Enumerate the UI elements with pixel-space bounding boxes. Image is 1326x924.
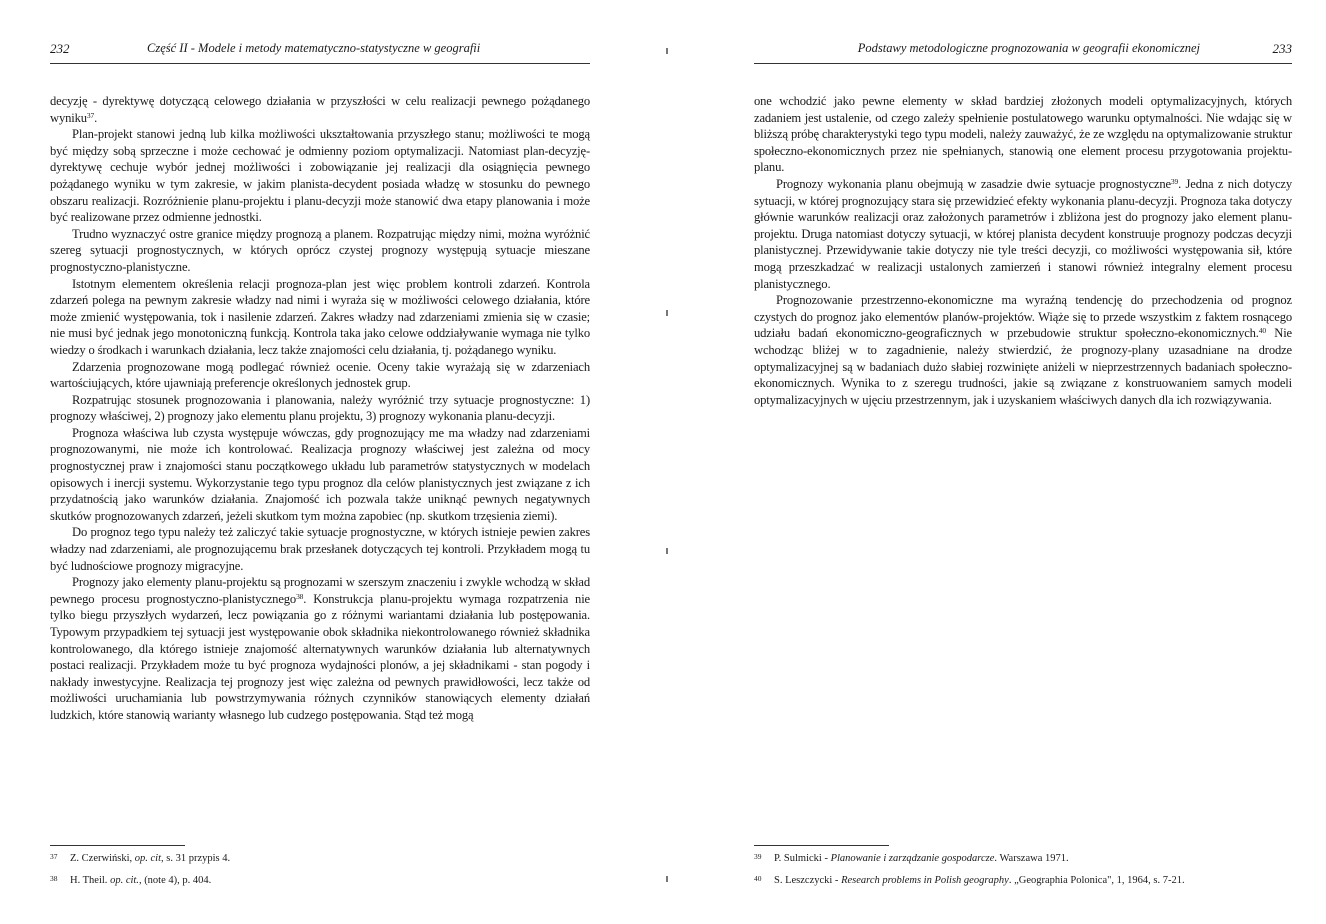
paragraph-text-tail: . [94,110,98,125]
footnote-title: Research problems in Polish geography [841,875,1009,886]
footnote-rule [754,845,889,846]
left-header [50,41,590,59]
paragraph: one wchodzić jako pewne elementy w skład bardziej złożonych modeli optymalizacyjnych, których zadaniem jest ustalenie, od czego zależy spełnienie postulatowego warunku optymalności. Nie wdając się w bliższą próbę charakterystyki tego typu modeli, należy zauważyć, że ze względu na optymalizowanie struktur społeczno-ekonomicznych przez nie spełnianych, stanowią one element procesu przygotowania projektu-planu. [754,94,1292,175]
right-body-text [754,93,1292,408]
footnote-number: 37 [50,852,58,861]
footnote-number: 40 [754,874,762,883]
footnote-ref: 40 [1258,326,1266,336]
footnote-text: H. Theil. [70,875,111,886]
paragraph-text-tail: Nie wchodząc bliżej w to zagadnienie, należy stwierdzić, że prognozy-plany uzasadniane na drodze optymalizacyjnej są w badaniach dużo słabiej rozwinięte aniżeli w nieprzestrzennych badaniach społeczno-ekonomicznych. Wynika to z szeregu trudności, jakie są związane z konstruowaniem samych modeli optymalizacyjnych w ujęciu przestrzennym, jak i uzyskaniem właściwych danych dla ich rozwiązywania. [754,326,1292,407]
footnote-rule [50,845,185,846]
paragraph [754,292,1292,408]
footnote-number: 38 [50,874,58,883]
left-footnotes [50,845,590,896]
footnote-title: op. cit. [110,875,139,886]
paragraph [754,176,1292,292]
paragraph-text: decyzję - dyrektywę dotyczącą celowego działania w przyszłości w celu realizacji pewnego pożądanego wyniku [50,94,590,125]
footnote-number: 39 [754,852,762,861]
left-running-head: Część II - Modele i metody matematyczno-statystyczne w geografii [147,41,481,55]
paragraph-text-tail: . Konstrukcja planu-projektu wymaga rozpatrzenia nie tylko biegu przyszłych wydarzeń, lecz powiązania go z różnymi wariantami działania lub postępowania. Typowym przypadkiem tej sytuacji jest występowanie obok składnika niekontrolowanego również składnika kontrolowanego, dla którego istnieje znajomość alternatywnych warunków działania lub alternatywnych postaci realizacji. Przykładem może tu być prognoza wydajności plonów, a jej składnikami - stan pogody i nakłady inwestycyjne. Realizacja tej prognozy jest więc zależna od pewnych prawidłowości, lecz także od możliwości uruchamiania lub powstrzymywania różnych czynników stanowiących elementy działań ludzkich, które stanowią warianty własnego lub cudzego postępowania. Stąd też mogą [50,591,590,722]
left-page [50,0,590,924]
paragraph-text: Prognozowanie przestrzenno-ekonomiczne ma wyraźną tendencję do przechodzenia od prognoz czystych do prognoz jako elementów planów-projektów. Wiąże się to przede wszystkim z faktem rosnącego udziału badań ekonomiczno-geograficznych w przebudowie struktur społeczno-ekonomicznych. [754,293,1292,341]
footnote [754,852,1292,866]
paragraph [50,574,590,723]
paragraph: Zdarzenia prognozowane mogą podlegać również ocenie. Oceny takie wyrażają się w zdarzeniach wartościujących, które ujawniają preferencje określonych jednostek grup. [50,359,590,391]
footnote-ref: 38 [296,591,304,601]
gutter-mark [666,548,668,554]
footnote [50,852,590,866]
paragraph-text: Prognozy wykonania planu obejmują w zasadzie dwie sytuacje prognostyczne [776,176,1171,191]
gutter-mark [666,48,668,54]
footnote-title: Planowanie i zarządzanie gospodarcze [830,853,995,864]
footnote-title: op. cit [134,853,161,864]
footnote-text-tail: , (note 4), p. 404. [138,875,212,886]
footnote-text: S. Leszczycki - [774,875,842,886]
paragraph: Rozpatrując stosunek prognozowania i planowania, należy wyróżnić trzy sytuacje prognostyczne: 1) prognozy właściwej, 2) prognozy jako elementu planu projektu, 3) prognozy wykonania planu-decyzji. [50,392,590,424]
paragraph-text: Prognozy jako elementy planu-projektu są prognozami w szerszym znaczeniu i zwykle wchodzą w skład pewnego procesu prognostyczno-planistycznego [50,575,590,606]
gutter-mark [666,876,668,882]
gutter-mark [666,310,668,316]
footnote-ref: 39 [1170,176,1179,186]
paragraph [50,93,590,126]
footnote-text-tail: . Warszawa 1971. [994,853,1069,864]
right-running-head: Podstawy metodologiczne prognozowania w geografii ekonomicznej [857,41,1200,55]
right-page-number: 233 [1272,41,1292,56]
right-header-rule [754,63,1292,64]
paragraph: Prognoza właściwa lub czysta występuje wówczas, gdy prognozujący me ma władzy nad zdarzeniami prognozowanymi, nie może ich kontrolować. Realizacja prognozy właściwej jest zależna od mocy prognostycznej praw i znajomości stanu początkowego układu lub parametrów statystycznych w modelach opisowych i inercji systemu. Wykorzystanie tego typu prognoz dla celów planistycznych jest związane z ich przydatnością jako warunków działania. Znajomość ich pozwala także uniknąć pewnych negatywnych skutków prognozowanych zdarzeń, jeżeli skutkom tym można zapobiec (np. skutkom trzęsienia ziemi). [50,425,590,523]
left-body-text [50,93,590,724]
footnote [754,874,1292,888]
footnote [50,874,590,888]
footnote-text: P. Sulmicki - [774,853,831,864]
left-page-number: 232 [50,41,70,56]
footnote-text-tail: . „Geographia Polonica", 1, 1964, s. 7-21. [1008,875,1185,886]
right-header [754,41,1292,59]
right-footnotes [754,845,1292,896]
footnote-ref: 37 [86,110,95,120]
paragraph: Plan-projekt stanowi jedną lub kilka możliwości ukształtowania przyszłego stanu; możliwości te mogą być między sobą sprzeczne i może cechować je odmienny poziom optymalizacji. Natomiast plan-decyzję-dyrektywę cechuje wybór jednej możliwości i zobowiązanie jej realizacji dla osiągnięcia pewnego pożądanego wyniku w tym zakresie, w jakim planista-decydent posiada władzę w stosunku do pewnego obszaru realizacji. Rozróżnienie planu-projektu i planu-decyzji może stanowić dwa etapy planowania i może być realizowane przez odmienne jednostki. [50,127,590,225]
paragraph: Istotnym elementem określenia relacji prognoza-plan jest więc problem kontroli zdarzeń. Kontrola zdarzeń polega na pewnym zakresie władzy nad nimi i wyraża się w możliwości celowego działania, które może zmienić występowania, tok i nasilenie zdarzeń. Zakres władzy nad zdarzeniami zmienia się w czasie; nie musi być jednak jego monotoniczną funkcją. Kontrola taka jako celowe oddziaływanie wymaga nie tylko wiedzy o środkach i warunkach działania, lecz także znajomości celu działania, tj. pożądanego wyniku. [50,276,590,357]
footnote-text: Z. Czerwiński, [70,853,135,864]
paragraph: Trudno wyznaczyć ostre granice między prognozą a planem. Rozpatrując między nimi, można wyróżnić szereg sytuacji prognostycznych, w których oprócz czystej prognozy występują sytuacje mieszane prognostyczno-planistyczne. [50,226,590,274]
right-page [754,0,1292,924]
paragraph-text-tail: . Jedna z nich dotyczy sytuacji, w której prognozujący stara się przewidzieć efekty wykonania planu-decyzji. Prognoza taka dotyczy głównie warunków realizacji oraz założonych parametrów i zbliżona jest do prognozy jako element planu-projektu. Druga natomiast dotyczy sytuacji, w której planista decydent konstruuje prognozy podczas decyzji planistycznej. Przewidywanie takie dotyczy nie tyle treści decyzji, co możliwości występowania sił, które mogą przeszkadzać w realizacji ustalonych zamierzeń i stanowi również integralny element procesu planistycznego. [754,176,1292,291]
footnote-text-tail: , s. 31 przypis 4. [161,853,231,864]
paragraph: Do prognoz tego typu należy też zaliczyć takie sytuacje prognostyczne, w których istnieje pewien zakres władzy nad zdarzeniami, ale prognozującemu brak przesłanek dotyczących tej kontroli. Przykładem mogą tu być ludnościowe prognozy migracyjne. [50,525,590,573]
left-header-rule [50,63,590,64]
